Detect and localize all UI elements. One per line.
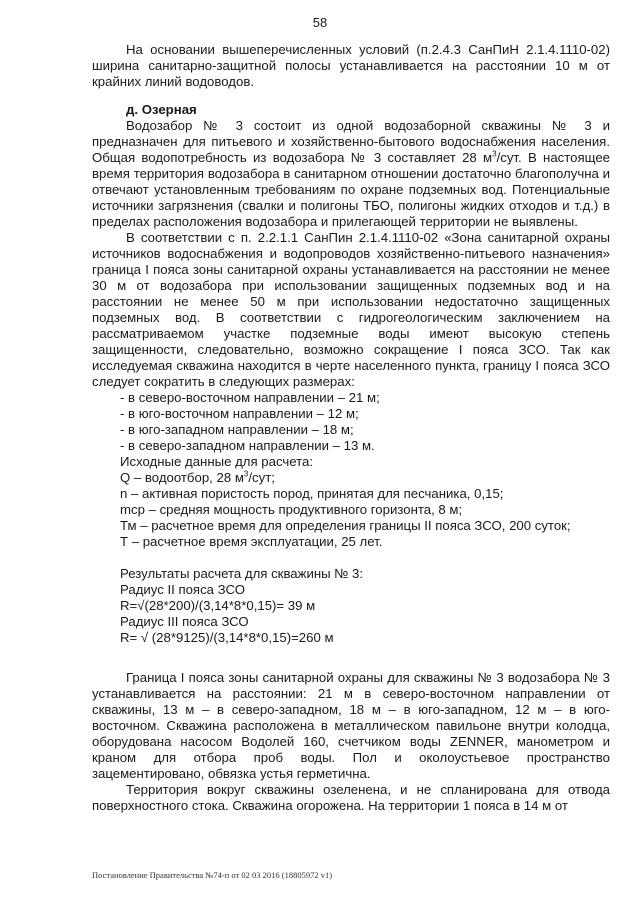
input-data-line: n – активная пористость пород, принятая для песчаника, 0,15; [120,486,504,501]
water-intake-paragraph [92,118,610,230]
spacer [92,646,610,670]
section-heading: д. Озерная [126,102,197,117]
spacer [92,550,610,566]
list-item: - в северо-восточном направлении – 21 м; [120,390,380,405]
document-footer: Постановление Правительства №74-п от 02 03 2016 (18805972 v1) [92,870,333,880]
input-q-text-a: Q – водоотбор, 28 м [120,470,244,485]
input-q-text-b: /сут; [248,470,275,485]
input-data-block [92,454,610,550]
results-heading: Результаты расчета для скважины № 3: [120,566,364,581]
input-q-superscript: 3 [243,469,249,479]
zone-3-radius-formula: R= √ (28*9125)/(3,14*8*0,15)=260 м [120,630,334,645]
cubic-superscript: 3 [492,149,497,159]
zone-boundary-paragraph: Граница I пояса зоны санитарной охраны для скважины № 3 водозабора № 3 устанавливается на расстоянии: 21 м в северо-восточном направлении от скважины, 13 м – в северо-западном, 18 м – в юго-западном, 12 м – в юго-восточном. Скважина расположена в металлическом павильоне внутри колодца, оборудована насосом Водолей 160, счетчиком воды ZENNER, манометром и краном для отбора проб воды. Пол и околоустьевое пространство зацементировано, обвязка устья герметична. [92,670,610,781]
directions-list [92,390,610,454]
list-item: - в юго-восточном направлении – 12 м; [120,406,359,421]
water-intake-text-b: /сут. В настоящее время территория водозабора в санитарном отношении достаточно благополучна и отвечают установленным требованиям по охране подземных вод. Потенциальные источники загрязнения (свалки и полигоны ТБО, полигоны жидких отходов и т.д.) в пределах расположения водозабора и прилегающей территории не выявлены. [92,150,610,229]
territory-paragraph: Территория вокруг скважины озеленена, и не спланирована для отвода поверхностного стока. Скважина огорожена. На территории 1 пояса в 14 м от [92,782,610,813]
input-data-heading: Исходные данные для расчета: [120,454,314,469]
intro-paragraph: На основании вышеперечисленных условий (п.2.4.3 СанПиН 2.1.4.1110-02) ширина санитарно-защитной полосы устанавливается на расстоянии 10 м от крайних линий водоводов. [92,42,610,89]
list-item: - в юго-западном направлении – 18 м; [120,422,354,437]
zone-3-radius-label: Радиус III пояса ЗСО [120,614,249,629]
input-data-line: Т – расчетное время эксплуатации, 25 лет. [120,534,383,549]
list-item: - в северо-западном направлении – 13 м. [120,438,375,453]
input-data-line: mср – средняя мощность продуктивного горизонта, 8 м; [120,502,463,517]
input-data-line: Тм – расчетное время для определения границы II пояса ЗСО, 200 суток; [120,518,571,533]
water-intake-text-a: Водозабор № 3 состоит из одной водозаборной скважины № 3 и предназначен для питьевого и хозяйственно-бытового водоснабжения населения. Общая водопотребность из водозабора № 3 составляет 28 м [92,118,610,165]
results-block [92,566,610,646]
zone-2-radius-label: Радиус II пояса ЗСО [120,582,245,597]
input-q-line [92,470,610,486]
page-number: 58 [312,15,328,30]
sanpin-paragraph: В соответствии с п. 2.2.1.1 СанПин 2.1.4.1110-02 «Зона санитарной охраны источников водоснабжения и водопроводов хозяйственно-питьевого назначения» граница I пояса зоны санитарной охраны устанавливается на расстоянии не менее 30 м от водозабора при использовании защищенных подземных вод и на расстоянии не менее 50 м при использовании недостаточно защищенных подземных вод. В соответствии с гидрогеологическим заключением на рассматриваемом участке подземные воды имеют высокую степень защищенности, следовательно, возможно сокращение I пояса ЗСО. Так как исследуемая скважина находится в черте населенного пункта, границу I пояса ЗСО следует сократить в следующих размерах: [92,230,610,389]
zone-2-radius-formula: R=√(28*200)/(3,14*8*0,15)= 39 м [120,598,316,613]
document-body [92,42,610,814]
